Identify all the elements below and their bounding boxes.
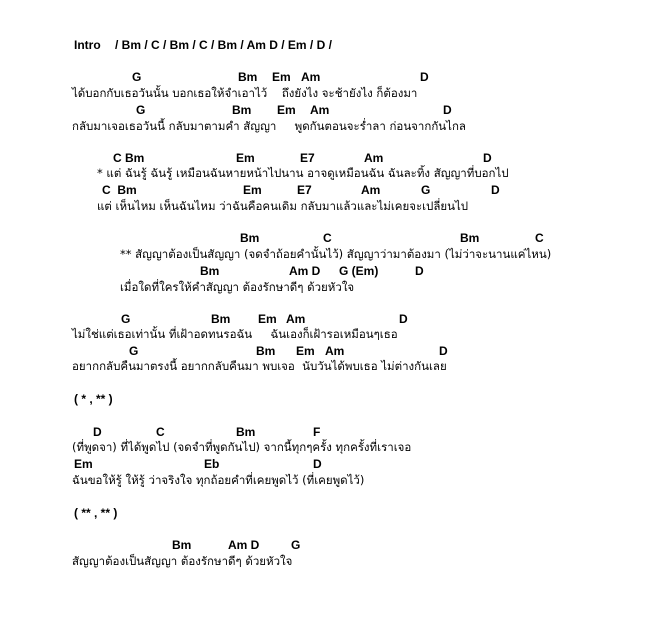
chord: D <box>313 457 322 471</box>
chord: Bm <box>200 264 220 278</box>
chord: Bm <box>460 231 480 245</box>
chord: F <box>313 425 321 439</box>
chord: G <box>421 183 431 197</box>
intro-progression: / Bm / C / Bm / C / Bm / Am D / Em / D / <box>115 38 332 52</box>
chord: Am D <box>289 264 321 278</box>
chord: Bm <box>236 425 256 439</box>
chord: D <box>439 344 448 358</box>
chord: Bm <box>238 70 258 84</box>
chord: E7 <box>297 183 312 197</box>
chord: D <box>443 103 452 117</box>
chord: Em <box>272 70 291 84</box>
lyric-line: ** สัญญาต้องเป็นสัญญา (จดจำถ้อยคำนั้นไว้) สัญญาว่ามาต้องมา (ไม่ว่าจะนานแค่ไหน) <box>120 247 552 261</box>
lyric-line: อยากกลับคืนมาตรงนี้ อยากกลับคืนมา พบเจอ นับวันได้พบเธอ ไม่ต่างกันเลย <box>72 359 447 373</box>
chord: Am <box>364 151 384 165</box>
chord: D <box>399 312 408 326</box>
lyric-line: เมื่อใดที่ใครให้คำสัญญา ต้องรักษาดีๆ ด้วยหัวใจ <box>120 280 355 294</box>
chord: Em <box>258 312 277 326</box>
lyric-line: ได้บอกกับเธอวันนั้น บอกเธอให้จำเอาไว้ ถึงยังไง จะช้ายังไง ก็ต้องมา <box>72 86 418 100</box>
chord: D <box>93 425 102 439</box>
lyric-line: แต่ เห็นไหม เห็นฉันไหม ว่าฉันคือคนเดิม กลับมาแล้วและไม่เคยจะเปลี่ยนไป <box>97 199 469 213</box>
chord: D <box>420 70 429 84</box>
lyric-line: ไม่ใช่แต่เธอเท่านั้น ที่เฝ้าอดทนรอฉัน ฉันเองก็เฝ้ารอเหมือนๆเธอ <box>72 327 398 341</box>
chord: Em <box>277 103 296 117</box>
chord: G <box>132 70 142 84</box>
lyric-line: สัญญาต้องเป็นสัญญา ต้องรักษาดีๆ ด้วยหัวใจ <box>72 554 293 568</box>
chord: D <box>491 183 500 197</box>
lyric-line: ฉันขอให้รู้ ให้รู้ ว่าจริงใจ ทุกถ้อยคำที่เคยพูดไว้ (ที่เคยพูดไว้) <box>72 473 365 487</box>
chord: G <box>291 538 301 552</box>
chord: C <box>156 425 165 439</box>
chord: Am <box>325 344 345 358</box>
chord: Bm <box>211 312 231 326</box>
chord: G <box>129 344 139 358</box>
chord: Bm <box>256 344 276 358</box>
chord: G (Em) <box>339 264 379 278</box>
chord: Am <box>310 103 330 117</box>
chord: Am <box>361 183 381 197</box>
repeat-marker: ( ** , ** ) <box>74 506 118 520</box>
chord: Bm <box>172 538 192 552</box>
chord: Eb <box>204 457 220 471</box>
chord: G <box>136 103 146 117</box>
chord: Em <box>296 344 315 358</box>
chord: E7 <box>300 151 315 165</box>
chord: Am D <box>228 538 260 552</box>
chord: Em <box>243 183 262 197</box>
lyric-line: * แต่ ฉันรู้ ฉันรู้ เหมือนฉันหายหน้าไปนาน อาจดูเหมือนฉัน ฉันละทิ้ง สัญญาที่บอกไป <box>97 166 509 180</box>
chord: C <box>323 231 332 245</box>
chord: D <box>415 264 424 278</box>
chord: C <box>535 231 544 245</box>
chord: C Bm <box>113 151 145 165</box>
chord: Am <box>286 312 306 326</box>
lyric-line: กลับมาเจอเธอวันนี้ กลับมาตามคำ สัญญา พูดกันตอนจะร่ำลา ก่อนจากกันไกล <box>72 119 466 133</box>
chord: Em <box>236 151 255 165</box>
chord: Em <box>74 457 93 471</box>
intro-label: Intro <box>74 38 101 52</box>
lyric-line: (ที่พูดจา) ที่ได้พูดไป (จดจำที่พูดกันไป) จากนี้ทุกๆครั้ง ทุกครั้งที่เราเจอ <box>72 440 412 454</box>
chord: G <box>121 312 131 326</box>
chord: Bm <box>240 231 260 245</box>
repeat-marker: ( * , ** ) <box>74 392 113 406</box>
chord: D <box>483 151 492 165</box>
chord: C Bm <box>102 183 137 197</box>
chord: Am <box>301 70 321 84</box>
chord: Bm <box>232 103 252 117</box>
